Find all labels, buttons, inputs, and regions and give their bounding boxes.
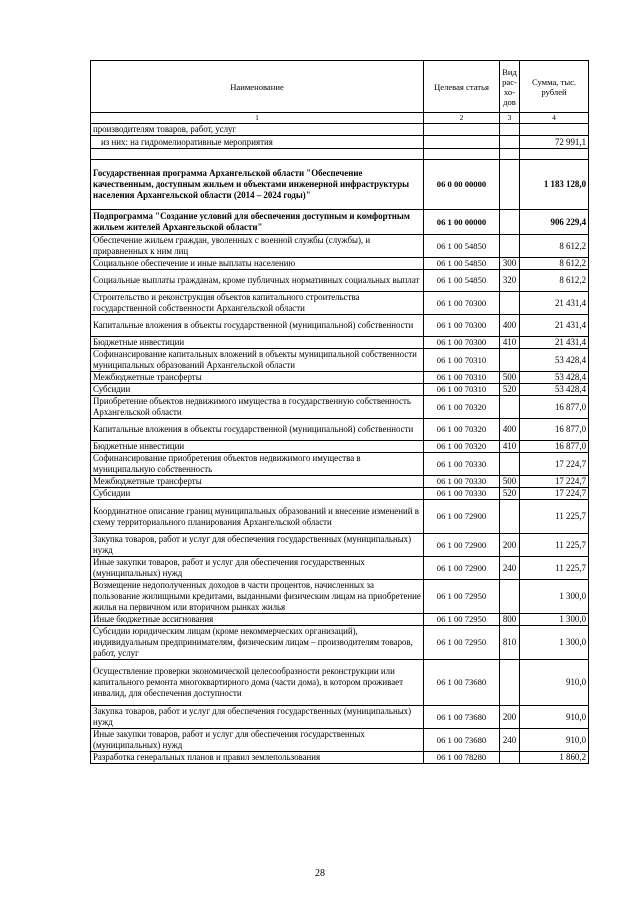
row-expense-type: 400 <box>500 315 520 337</box>
row-sum: 72 991,1 <box>520 136 589 149</box>
table-header-row <box>91 61 589 113</box>
row-name: Разработка генеральных планов и правил землепользования <box>91 752 424 764</box>
row-expense-type <box>500 210 520 235</box>
row-sum <box>520 124 589 136</box>
table-row <box>91 210 589 235</box>
row-name: Софинансирование капитальных вложений в объекты муниципальной собственности муниципальных образований Архангельской области <box>91 349 424 372</box>
row-sum: 910,0 <box>520 660 589 706</box>
row-name: Капитальные вложения в объекты государственной (муниципальной) собственности <box>91 315 424 337</box>
row-sum: 17 224,7 <box>520 476 589 488</box>
column-number: 4 <box>520 113 589 124</box>
row-expense-type: 500 <box>500 372 520 384</box>
table-row <box>91 441 589 453</box>
header-expense-type: Вид рас-хо-дов <box>500 61 520 113</box>
row-sum: 21 431,4 <box>520 337 589 349</box>
table-row <box>91 136 589 149</box>
row-target-article: 06 1 00 70320 <box>424 396 500 419</box>
row-name: Социальные выплаты гражданам, кроме публичных нормативных социальных выплат <box>91 270 424 292</box>
row-name: Иные закупки товаров, работ и услуг для обеспечения государственных (муниципальных) нужд <box>91 729 424 752</box>
table-row <box>91 396 589 419</box>
table-row <box>91 557 589 580</box>
row-expense-type: 400 <box>500 419 520 441</box>
row-target-article: 06 1 00 72950 <box>424 580 500 614</box>
row-expense-type <box>500 396 520 419</box>
table-row <box>91 488 589 500</box>
row-expense-type: 800 <box>500 614 520 626</box>
row-sum: 21 431,4 <box>520 315 589 337</box>
row-target-article: 06 1 00 70300 <box>424 315 500 337</box>
table-row <box>91 372 589 384</box>
row-expense-type <box>500 349 520 372</box>
row-expense-type: 520 <box>500 488 520 500</box>
row-name: Иные бюджетные ассигнования <box>91 614 424 626</box>
row-target-article: 06 1 00 70330 <box>424 488 500 500</box>
row-sum: 17 224,7 <box>520 488 589 500</box>
table-row <box>91 149 589 160</box>
table-row <box>91 580 589 614</box>
row-target-article <box>424 124 500 136</box>
table-row <box>91 706 589 729</box>
row-expense-type <box>500 136 520 149</box>
row-name: Осуществление проверки экономической целесообразности реконструкции или капитального ремонта многоквартирного дома (части дома), в котором проживает инвалид, для обеспечения доступности <box>91 660 424 706</box>
row-expense-type: 520 <box>500 384 520 396</box>
row-expense-type <box>500 149 520 160</box>
row-name: Капитальные вложения в объекты государственной (муниципальной) собственности <box>91 419 424 441</box>
table-row <box>91 292 589 315</box>
row-name: Межбюджетные трансферты <box>91 476 424 488</box>
table-row <box>91 534 589 557</box>
row-name: Строительство и реконструкция объектов капитального строительства государственной собственности Архангельской области <box>91 292 424 315</box>
table-row <box>91 729 589 752</box>
row-sum: 8 612,2 <box>520 258 589 270</box>
table-row <box>91 453 589 476</box>
row-name: Софинансирование приобретения объектов недвижимого имущества в муниципальную собственность <box>91 453 424 476</box>
table-row <box>91 270 589 292</box>
row-target-article: 06 1 00 78280 <box>424 752 500 764</box>
row-name: Субсидии <box>91 384 424 396</box>
row-expense-type: 240 <box>500 557 520 580</box>
table-row <box>91 660 589 706</box>
row-expense-type <box>500 580 520 614</box>
table-row <box>91 626 589 660</box>
row-sum: 53 428,4 <box>520 384 589 396</box>
row-sum: 1 300,0 <box>520 626 589 660</box>
row-name: Координатное описание границ муниципальных образований и внесение изменений в схему территориального планирования Архангельской области <box>91 500 424 534</box>
row-target-article: 06 1 00 70320 <box>424 419 500 441</box>
row-sum: 910,0 <box>520 729 589 752</box>
table-row <box>91 752 589 764</box>
table-row <box>91 315 589 337</box>
column-number: 3 <box>500 113 520 124</box>
row-expense-type <box>500 292 520 315</box>
row-name: Закупка товаров, работ и услуг для обеспечения государственных (муниципальных) нужд <box>91 706 424 729</box>
row-target-article: 06 1 00 70330 <box>424 476 500 488</box>
row-target-article: 06 1 00 70310 <box>424 349 500 372</box>
row-sum: 8 612,2 <box>520 270 589 292</box>
row-name: производителям товаров, работ, услуг <box>91 124 424 136</box>
row-name: Государственная программа Архангельской области "Обеспечение качественным, доступным жильем и объектами инженерной инфраструктуры населения Архангельской области (2014 – 2024 годы)" <box>91 160 424 210</box>
row-name: Бюджетные инвестиции <box>91 441 424 453</box>
row-target-article: 06 1 00 73680 <box>424 706 500 729</box>
row-expense-type <box>500 660 520 706</box>
row-expense-type: 320 <box>500 270 520 292</box>
row-target-article: 06 1 00 54850 <box>424 258 500 270</box>
row-expense-type <box>500 160 520 210</box>
row-sum: 53 428,4 <box>520 372 589 384</box>
row-sum: 17 224,7 <box>520 453 589 476</box>
row-expense-type: 500 <box>500 476 520 488</box>
row-name: Социальное обеспечение и иные выплаты населению <box>91 258 424 270</box>
table-row <box>91 500 589 534</box>
row-expense-type: 410 <box>500 441 520 453</box>
row-expense-type <box>500 500 520 534</box>
table-row <box>91 124 589 136</box>
row-expense-type <box>500 124 520 136</box>
table-row <box>91 384 589 396</box>
row-name <box>91 149 424 160</box>
table-row <box>91 258 589 270</box>
row-sum: 906 229,4 <box>520 210 589 235</box>
header-name: Наименование <box>91 61 424 113</box>
row-sum: 11 225,7 <box>520 557 589 580</box>
row-expense-type <box>500 752 520 764</box>
row-target-article: 06 1 00 54850 <box>424 235 500 258</box>
header-sum: Сумма, тыс. рублей <box>520 61 589 113</box>
row-sum <box>520 149 589 160</box>
row-expense-type <box>500 235 520 258</box>
column-number-row <box>91 113 589 124</box>
row-target-article <box>424 149 500 160</box>
table-row <box>91 349 589 372</box>
row-expense-type: 410 <box>500 337 520 349</box>
budget-table <box>90 60 589 764</box>
row-expense-type: 300 <box>500 258 520 270</box>
row-sum: 11 225,7 <box>520 534 589 557</box>
row-target-article: 06 1 00 72900 <box>424 534 500 557</box>
row-target-article: 06 0 00 00000 <box>424 160 500 210</box>
row-name: Бюджетные инвестиции <box>91 337 424 349</box>
row-expense-type <box>500 453 520 476</box>
row-sum: 8 612,2 <box>520 235 589 258</box>
row-target-article: 06 1 00 72950 <box>424 626 500 660</box>
row-name: Возмещение недополученных доходов в части процентов, начисленных за пользование жилищными кредитами, выданными физическим лицам на приобретение жилья на первичном или вторичном рынках жилья <box>91 580 424 614</box>
row-name: Обеспечение жильем граждан, уволенных с военной службы (службы), и приравненных к ним лиц <box>91 235 424 258</box>
row-sum: 1 183 128,0 <box>520 160 589 210</box>
row-sum: 1 300,0 <box>520 580 589 614</box>
row-name: Иные закупки товаров, работ и услуг для обеспечения государственных (муниципальных) нужд <box>91 557 424 580</box>
row-name: Закупка товаров, работ и услуг для обеспечения государственных (муниципальных) нужд <box>91 534 424 557</box>
table-row <box>91 614 589 626</box>
row-target-article: 06 1 00 73680 <box>424 660 500 706</box>
row-target-article: 06 1 00 00000 <box>424 210 500 235</box>
row-target-article: 06 1 00 72900 <box>424 500 500 534</box>
page-number: 28 <box>315 868 325 879</box>
row-name: Подпрограмма "Создание условий для обеспечения доступным и комфортным жильем жителей Архангельской области" <box>91 210 424 235</box>
row-target-article: 06 1 00 73680 <box>424 729 500 752</box>
row-target-article: 06 1 00 70310 <box>424 384 500 396</box>
table-row <box>91 337 589 349</box>
row-expense-type: 240 <box>500 729 520 752</box>
row-sum: 16 877,0 <box>520 441 589 453</box>
row-name: Субсидии юридическим лицам (кроме некоммерческих организаций), индивидуальным предпринимателям, физическим лицам – производителям товаров, работ, услуг <box>91 626 424 660</box>
row-sum: 53 428,4 <box>520 349 589 372</box>
row-sum: 16 877,0 <box>520 419 589 441</box>
column-number: 2 <box>424 113 500 124</box>
header-target-article: Целевая статья <box>424 61 500 113</box>
row-target-article: 06 1 00 72900 <box>424 557 500 580</box>
row-target-article: 06 1 00 70310 <box>424 372 500 384</box>
table-row <box>91 160 589 210</box>
row-sum: 16 877,0 <box>520 396 589 419</box>
row-target-article: 06 1 00 70320 <box>424 441 500 453</box>
row-sum: 11 225,7 <box>520 500 589 534</box>
row-target-article: 06 1 00 70300 <box>424 337 500 349</box>
row-sum: 1 860,2 <box>520 752 589 764</box>
row-name: Межбюджетные трансферты <box>91 372 424 384</box>
column-number: 1 <box>91 113 424 124</box>
row-expense-type: 200 <box>500 706 520 729</box>
row-sum: 910,0 <box>520 706 589 729</box>
row-target-article: 06 1 00 72950 <box>424 614 500 626</box>
row-expense-type: 200 <box>500 534 520 557</box>
row-target-article: 06 1 00 70300 <box>424 292 500 315</box>
row-target-article <box>424 136 500 149</box>
row-name: из них: на гидромелиоративные мероприятия <box>91 136 424 149</box>
row-target-article: 06 1 00 54850 <box>424 270 500 292</box>
row-sum: 21 431,4 <box>520 292 589 315</box>
table-row <box>91 476 589 488</box>
row-name: Субсидии <box>91 488 424 500</box>
row-sum: 1 300,0 <box>520 614 589 626</box>
row-name: Приобретение объектов недвижимого имущества в государственную собственность Архангельской области <box>91 396 424 419</box>
table-row <box>91 419 589 441</box>
table-row <box>91 235 589 258</box>
row-expense-type: 810 <box>500 626 520 660</box>
row-target-article: 06 1 00 70330 <box>424 453 500 476</box>
